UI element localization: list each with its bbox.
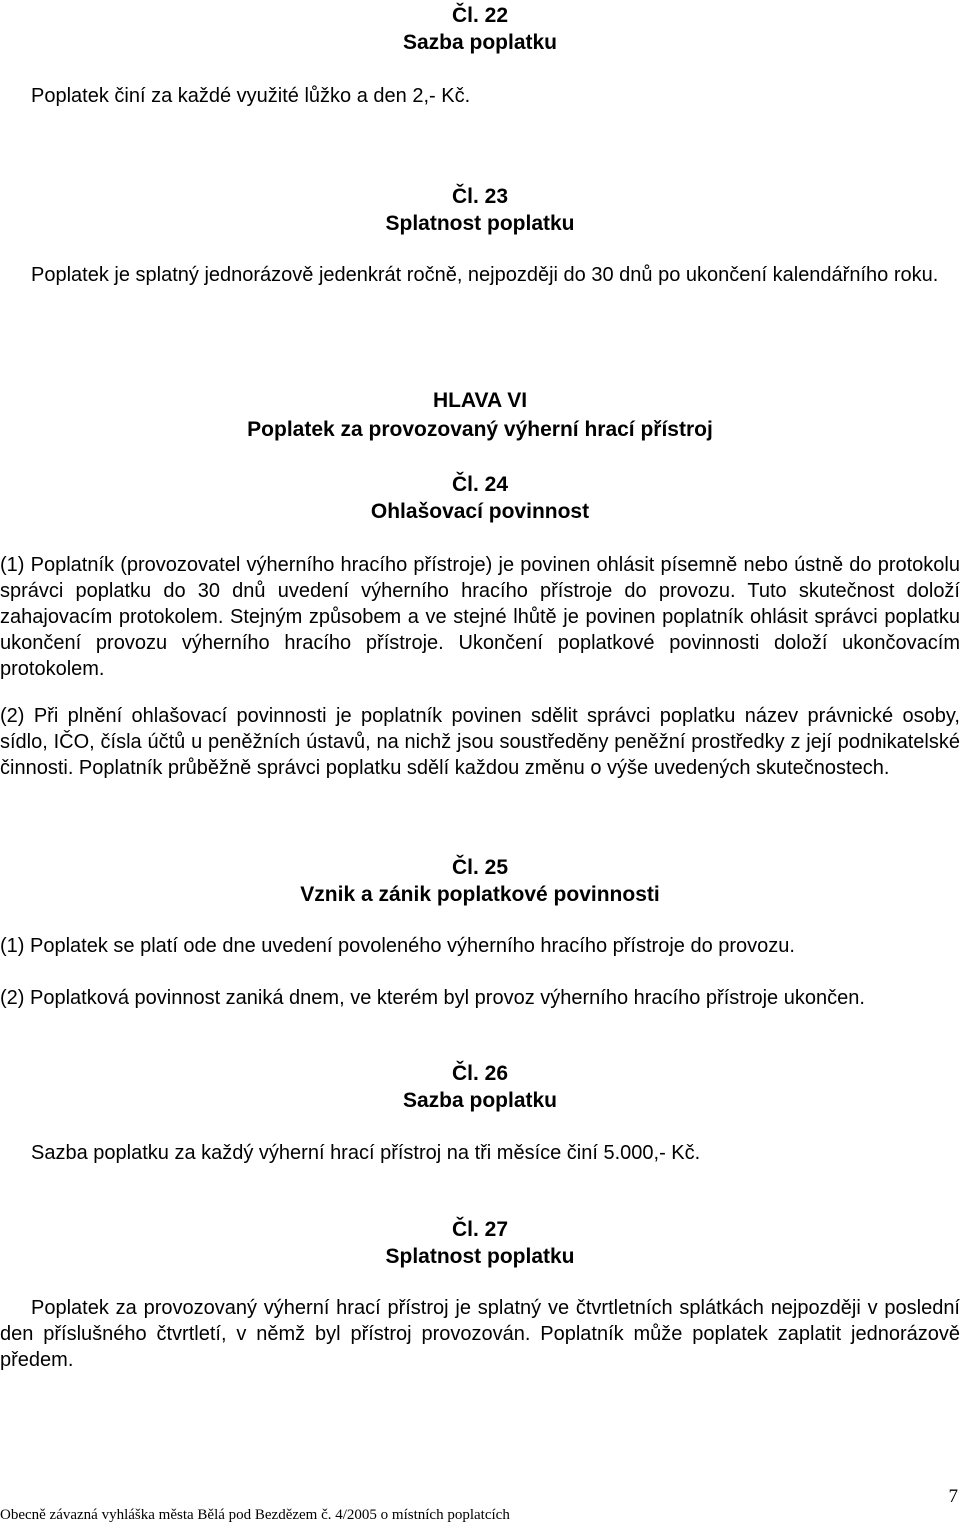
- article-23-text: Poplatek je splatný jednorázově jedenkrát ročně, nejpozději do 30 dnů po ukončení kalendářního roku.: [31, 264, 939, 286]
- article-22-text: Poplatek činí za každé využité lůžko a den 2,- Kč.: [31, 85, 471, 107]
- article-22-title: Sazba poplatku: [402, 31, 558, 54]
- article-24-paragraph-2: (2) Při plnění ohlašovací povinnosti je poplatník povinen sdělit správci poplatku název právnické osoby, sídlo, IČO, čísla účtů u peněžních ústavů, na nichž jsou soustředěny peněžní prostředky z její podnikatelské činnosti. Poplatník průběžně správci poplatku sdělí každou změnu o výše uvedených skutečnostech.: [0, 705, 960, 779]
- article-25-paragraph-2: (2) Poplatková povinnost zaniká dnem, ve kterém byl provoz výherního hracího přístroje ukončen.: [0, 987, 865, 1009]
- article-23-number: Čl. 23: [451, 185, 509, 208]
- chapter-number: HLAVA VI: [432, 389, 528, 412]
- article-26-number: Čl. 26: [451, 1062, 509, 1085]
- chapter-title: Poplatek za provozovaný výherní hrací přístroj: [247, 418, 713, 441]
- page-number: 7: [948, 1486, 958, 1507]
- article-24-paragraph-1: (1) Poplatník (provozovatel výherního hracího přístroje) je povinen ohlásit písemně nebo ústně do protokolu správci poplatku do 30 dnů uvedení výherního hracího přístroje do provozu. Tuto skutečnost doloží zahajovacím protokolem. Stejným způsobem a ve stejné lhůtě je povinen poplatník ohlásit správci poplatku ukončení provozu výherního hracího přístroje. Ukončení poplatkové povinnosti doloží ukončovacím protokolem.: [0, 554, 960, 680]
- article-25-title: Vznik a zánik poplatkové povinnosti: [300, 883, 660, 906]
- article-27-number: Čl. 27: [451, 1218, 509, 1241]
- article-27-text: Poplatek za provozovaný výherní hrací přístroj je splatný ve čtvrtletních splátkách nejpozději v poslední den příslušného čtvrtletí, v němž byl přístroj provozován. Poplatník může poplatek zaplatit jednorázově předem.: [0, 1297, 960, 1371]
- article-26-title: Sazba poplatku: [402, 1089, 558, 1112]
- article-23-title: Splatnost poplatku: [385, 212, 575, 235]
- article-24-title: Ohlašovací povinnost: [370, 500, 590, 523]
- article-24-number: Čl. 24: [451, 473, 509, 496]
- article-22-number: Čl. 22: [451, 4, 509, 27]
- page-footer: Obecně závazná vyhláška města Bělá pod Bezdězem č. 4/2005 o místních poplatcích: [0, 1507, 510, 1523]
- article-26-text: Sazba poplatku za každý výherní hrací přístroj na tři měsíce činí 5.000,- Kč.: [31, 1142, 701, 1164]
- article-25-paragraph-1: (1) Poplatek se platí ode dne uvedení povoleného výherního hracího přístroje do provozu.: [0, 935, 795, 957]
- article-27-title: Splatnost poplatku: [385, 1245, 575, 1268]
- article-25-number: Čl. 25: [451, 856, 509, 879]
